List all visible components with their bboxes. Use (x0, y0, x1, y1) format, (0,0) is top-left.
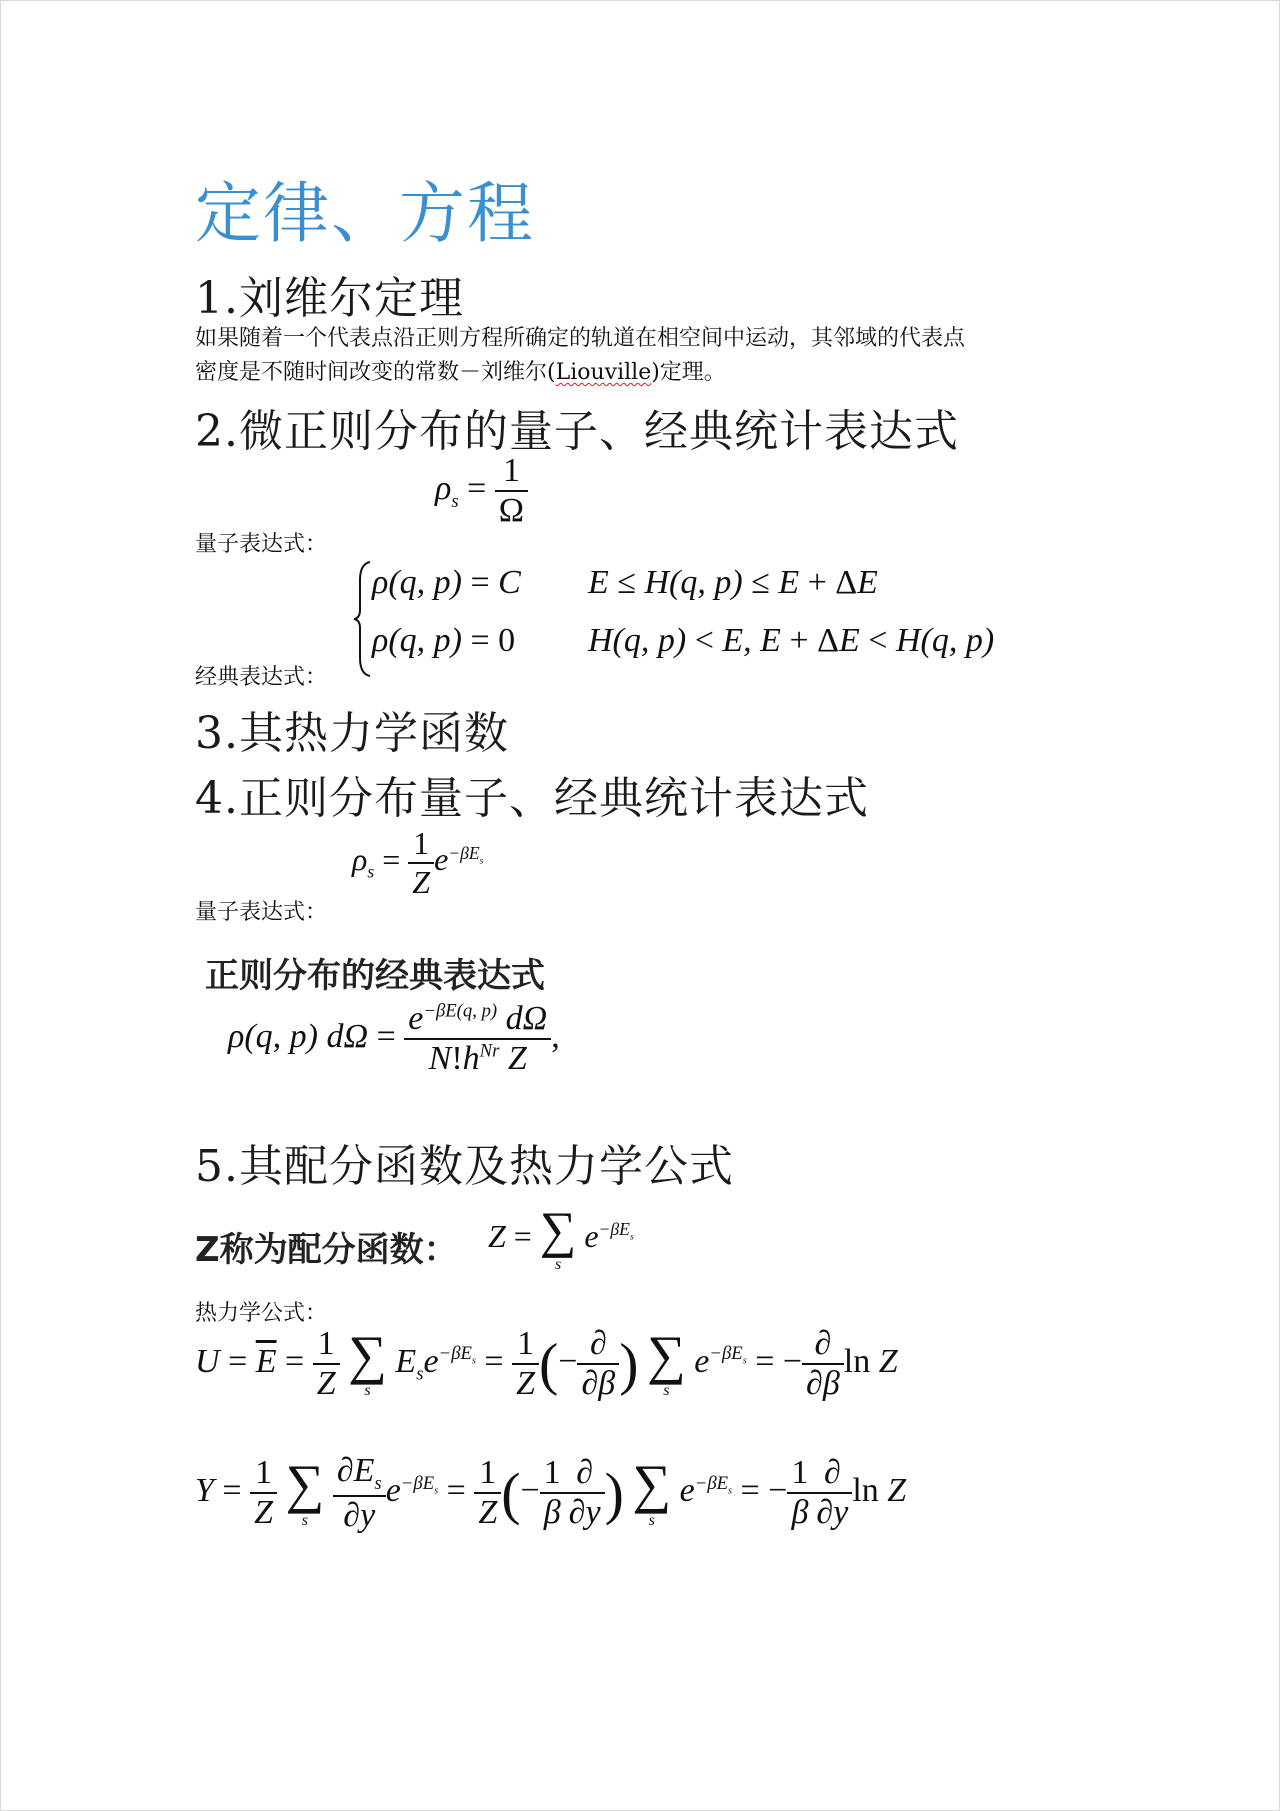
liouville-word: Liouville (555, 360, 652, 385)
paragraph-text-end: )定理。 (651, 360, 726, 385)
thermo-label: 热力学公式： (195, 1301, 328, 1326)
partition-function-label: Z称为配分函数： (195, 1230, 458, 1270)
eq-micro-quantum: $\rho_s$ = $\frac{1}{\Omega}$ (435, 452, 528, 530)
section-4-quantum-label: 量子表达式： (195, 900, 328, 925)
section-2-heading: 2.微正则分布的量子、经典统计表达式 (195, 406, 959, 457)
left-brace-icon (352, 560, 374, 678)
eq-U: $U = \overline{E}$ = $\frac{1}{Z}$ ∑ s $E_se^{-\beta E_s}$ = $\frac{1}{Z}$ (− $\frac{\partial}{\partial\beta}$ ) ∑ s $e^{-\beta E_s}$ = − $\frac{\partial}{\partial\beta}$ ln Z (195, 1324, 898, 1402)
section-2-quantum-label: 量子表达式： (195, 532, 328, 557)
eq-partition: Z = ∑ s $e^{-\beta E_s}$ (488, 1202, 634, 1274)
section-1-paragraph-line2 (195, 356, 726, 390)
section-4-heading: 4.正则分布量子、经典统计表达式 (195, 773, 869, 824)
eq-Y: Y = $\frac{1}{Z}$ ∑ s $\frac{\partial E_s}{\partial y}$ $e^{-\beta E_s}$ = $\frac{1}{Z}$ (− $\frac{1}{\beta}$ $\frac{\partial}{\partial y}$ ) ∑ s $e^{-\beta E_s}$ = − $\frac{1}{\beta}$ $\frac{\partial}{\partial y}$ ln Z (195, 1452, 907, 1534)
page-title: 定律、方程 (195, 175, 535, 252)
section-1-heading: 1.刘维尔定理 (195, 273, 464, 324)
paragraph-text: 密度是不随时间改变的常数－刘维尔( (195, 360, 556, 385)
eq-canon-quantum: $\rho_s$ = $\frac{1}{Z}$ $e^{-\beta E_s}$ (352, 825, 484, 900)
section-2-classical-label: 经典表达式： (195, 665, 328, 690)
section-5-heading: 5.其配分函数及热力学公式 (195, 1141, 734, 1192)
eq-canon-classical: ρ(q, p) dΩ = $\frac{e^{-\beta E(q, p)} d\Omega}{N!h^{Nr} Z}$ , (228, 1000, 560, 1077)
section-1-paragraph-line1: 如果随着一个代表点沿正则方程所确定的轨道在相空间中运动，其邻域的代表点 (195, 326, 966, 351)
canonical-classical-heading: 正则分布的经典表达式 (205, 956, 545, 996)
section-3-heading: 3.其热力学函数 (195, 708, 509, 759)
